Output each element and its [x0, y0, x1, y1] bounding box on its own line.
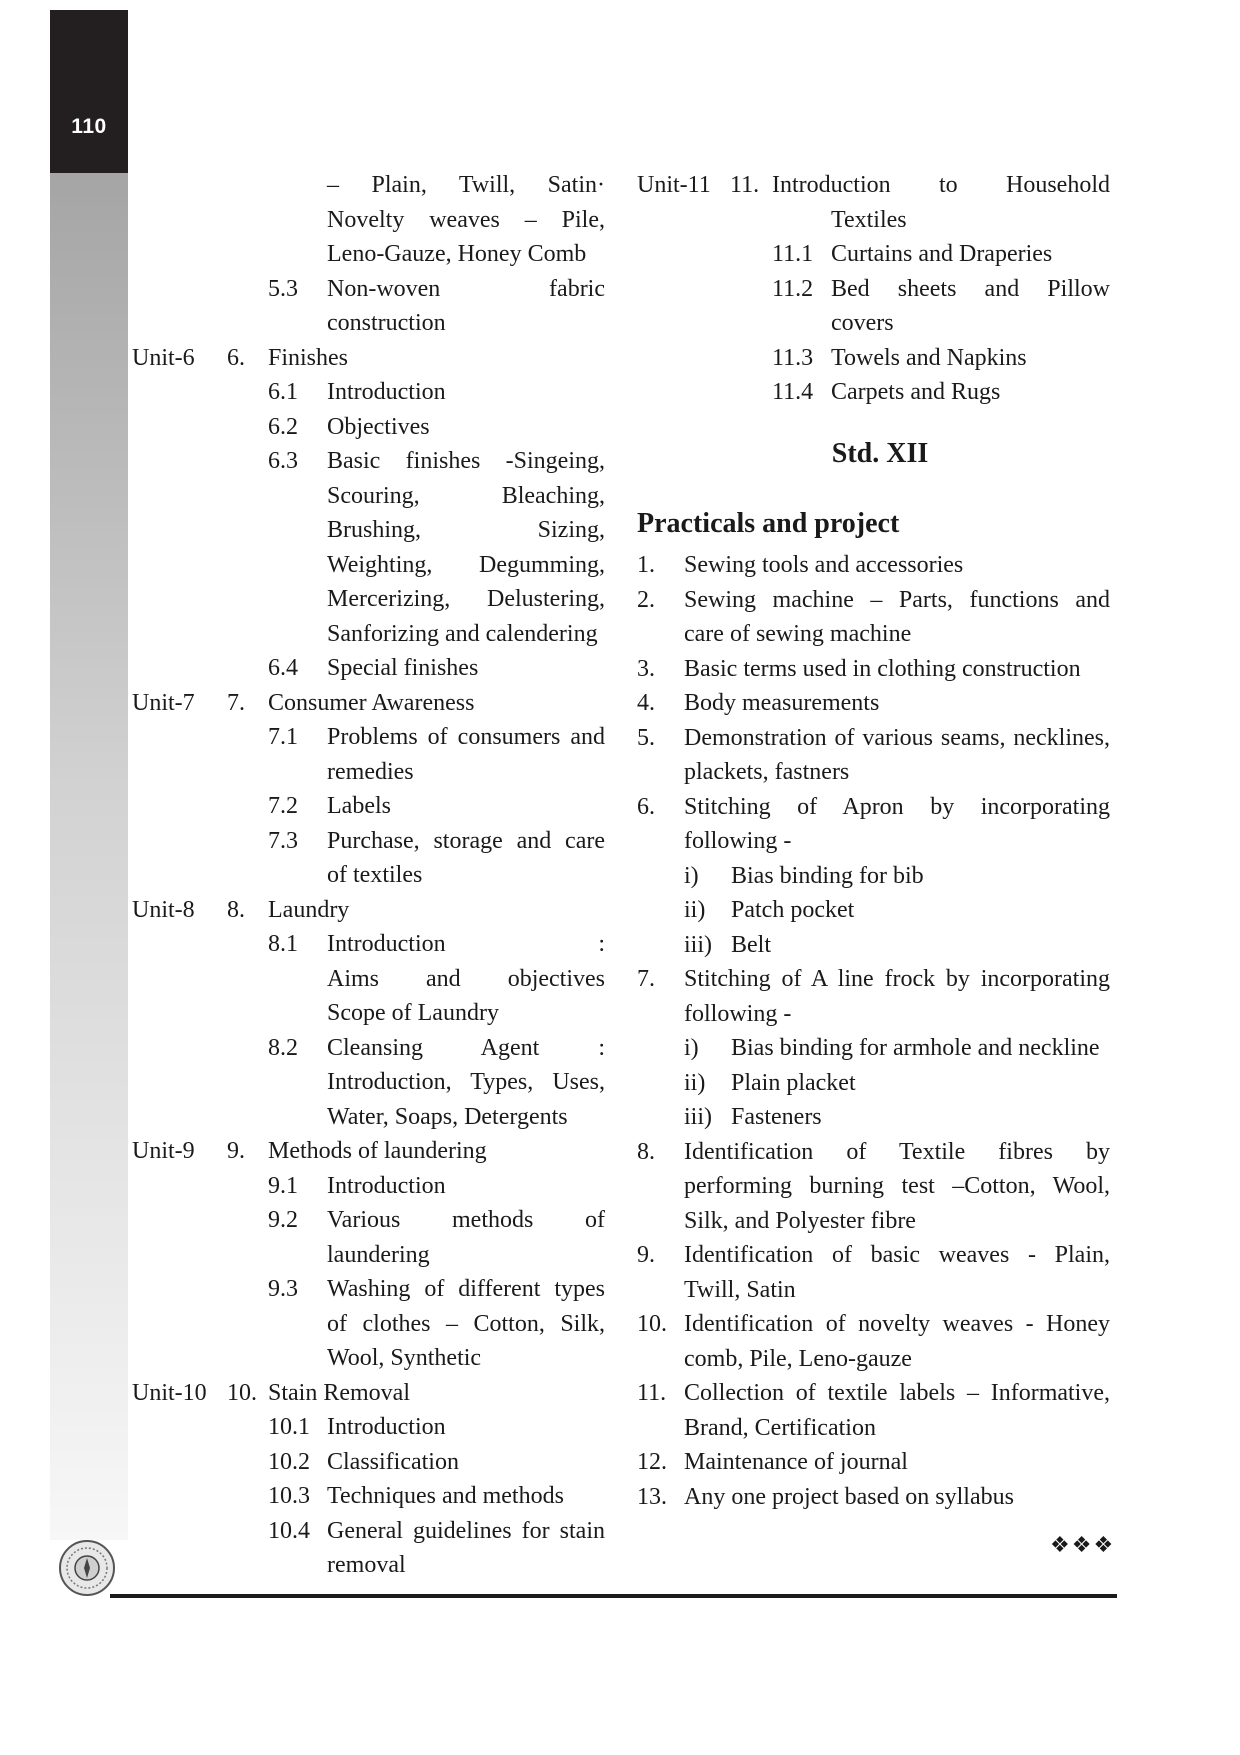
section-text: construction	[327, 310, 446, 336]
section-text: General guidelines for stain	[327, 1517, 605, 1544]
chapter-number: 9.	[227, 1138, 245, 1164]
end-ornament: ❖❖❖	[1050, 1533, 1116, 1558]
page-number-tab	[50, 10, 128, 173]
sub-item-marker: i)	[684, 1035, 699, 1061]
section-number: 10.3	[268, 1483, 310, 1509]
section-number: 9.3	[268, 1276, 298, 1302]
practical-number: 7.	[637, 966, 655, 992]
section-text: – Plain, Twill, Satin·	[327, 172, 605, 198]
emblem-logo-icon	[57, 1538, 117, 1598]
section-text: Scouring, Bleaching,	[327, 482, 605, 509]
section-text: Basic finishes -Singeing,	[327, 448, 605, 474]
practical-text: Silk, and Polyester fibre	[684, 1207, 916, 1234]
practical-text: care of sewing machine	[684, 621, 912, 647]
practical-text: Stitching of A line frock by incorporating	[684, 966, 1110, 992]
section-number: 7.2	[268, 793, 298, 819]
section-text: Introduction, Types, Uses,	[327, 1069, 605, 1095]
section-number: 5.3	[268, 275, 298, 302]
section-text: covers	[831, 310, 894, 336]
section-text: Sanforizing and calendering	[327, 620, 598, 647]
practical-text: Twill, Satin	[684, 1276, 796, 1303]
chapter-title: Introduction to Household	[772, 172, 1110, 198]
section-text: Problems of consumers and	[327, 724, 605, 750]
section-number: 8.2	[268, 1034, 298, 1061]
chapter-title: Stain Removal	[268, 1379, 410, 1406]
practical-text: following -	[684, 1000, 792, 1027]
sub-item-marker: ii)	[684, 1069, 706, 1096]
section-text: Curtains and Draperies	[831, 241, 1053, 267]
unit-label: Unit-8	[132, 896, 195, 923]
section-number: 11.1	[772, 241, 814, 267]
section-text: Washing of different types	[327, 1276, 605, 1302]
chapter-number: 8.	[227, 896, 245, 923]
practical-number: 6.	[637, 793, 655, 820]
section-text: Special finishes	[327, 655, 479, 681]
section-number: 10.4	[268, 1517, 310, 1544]
practical-text: Body measurements	[684, 690, 880, 716]
section-text: Non-woven fabric	[327, 275, 605, 302]
sub-item-marker: ii)	[684, 897, 706, 923]
unit-label: Unit-7	[132, 689, 195, 716]
section-text: Purchase, storage and care	[327, 827, 605, 854]
practical-text: performing burning test –Cotton, Wool,	[684, 1173, 1110, 1199]
section-number: 11.2	[772, 275, 814, 302]
section-number: 7.1	[268, 724, 298, 750]
section-text: Introduction	[327, 1414, 446, 1440]
section-text: removal	[327, 1552, 406, 1578]
sub-item-text: Patch pocket	[731, 897, 855, 923]
practical-text: Identification of Textile fibres by	[684, 1138, 1110, 1165]
sub-item-text: Bias binding for armhole and neckline	[731, 1035, 1100, 1061]
practical-number: 11.	[637, 1380, 667, 1406]
practical-number: 12.	[637, 1449, 667, 1475]
section-text: Cleansing Agent :	[327, 1034, 605, 1061]
section-text: Aims and objectives	[327, 965, 605, 992]
section-text: Novelty weaves – Pile,	[327, 206, 605, 233]
sub-item-marker: iii)	[684, 1104, 712, 1130]
std-xii-heading: Std. XII	[831, 438, 929, 469]
chapter-title: Methods of laundering	[268, 1138, 487, 1164]
section-text: Towels and Napkins	[831, 344, 1027, 371]
practical-text: plackets, fastners	[684, 759, 850, 785]
section-text: Various methods of	[327, 1207, 605, 1233]
sub-item-text: Bias binding for bib	[731, 862, 924, 889]
sub-item-text: Belt	[731, 931, 771, 958]
practical-text: Sewing tools and accessories	[684, 552, 964, 578]
section-number: 6.3	[268, 448, 298, 474]
section-number: 6.1	[268, 379, 298, 405]
section-number: 10.2	[268, 1448, 310, 1475]
section-text: Leno-Gauze, Honey Comb	[327, 241, 587, 267]
section-number: 11.4	[772, 379, 814, 405]
section-number: 6.4	[268, 655, 298, 681]
section-text: of clothes – Cotton, Silk,	[327, 1310, 605, 1337]
practical-text: Maintenance of journal	[684, 1449, 908, 1475]
unit-label: Unit-11	[637, 172, 711, 198]
practical-text: Identification of basic weaves - Plain,	[684, 1242, 1110, 1268]
section-text: remedies	[327, 758, 414, 785]
practical-number: 8.	[637, 1138, 655, 1165]
section-text: Brushing, Sizing,	[327, 517, 605, 543]
section-text: Labels	[327, 793, 391, 819]
section-number: 10.1	[268, 1414, 310, 1440]
section-text: Bed sheets and Pillow	[831, 275, 1110, 302]
practical-text: following -	[684, 828, 792, 854]
practical-text: Stitching of Apron by incorporating	[684, 793, 1110, 820]
practical-text: Any one project based on syllabus	[684, 1483, 1014, 1510]
practical-number: 2.	[637, 586, 655, 613]
sub-item-marker: iii)	[684, 931, 712, 958]
practical-text: Brand, Certification	[684, 1414, 876, 1441]
section-text: Textiles	[831, 206, 907, 233]
practical-number: 5.	[637, 724, 655, 751]
section-text: Weighting, Degumming,	[327, 551, 605, 578]
chapter-number: 11.	[730, 172, 760, 198]
section-number: 9.1	[268, 1172, 298, 1199]
page-number: 110	[71, 115, 107, 138]
section-number: 9.2	[268, 1207, 298, 1233]
unit-label: Unit-9	[132, 1138, 195, 1164]
practical-text: Identification of novelty weaves - Honey	[684, 1311, 1110, 1337]
unit-label: Unit-10	[132, 1379, 207, 1406]
unit-label: Unit-6	[132, 344, 195, 371]
section-text: Techniques and methods	[327, 1483, 564, 1509]
section-text: laundering	[327, 1241, 430, 1268]
side-gradient-band	[50, 173, 128, 1540]
section-text: Carpets and Rugs	[831, 379, 1001, 405]
section-text: Objectives	[327, 413, 430, 440]
practical-text: comb, Pile, Leno-gauze	[684, 1345, 912, 1372]
section-text: Water, Soaps, Detergents	[327, 1103, 568, 1130]
practicals-heading: Practicals and project	[637, 508, 900, 539]
practical-text: Sewing machine – Parts, functions and	[684, 586, 1110, 613]
practical-number: 4.	[637, 690, 655, 716]
practical-text: Demonstration of various seams, necklines,	[684, 724, 1110, 751]
practical-number: 9.	[637, 1242, 655, 1268]
sub-item-text: Fasteners	[731, 1104, 822, 1130]
chapter-number: 6.	[227, 344, 245, 371]
section-text: Introduction	[327, 379, 446, 405]
section-text: Introduction	[327, 1172, 446, 1199]
practical-number: 1.	[637, 552, 655, 578]
section-text: Classification	[327, 1448, 459, 1475]
chapter-title: Consumer Awareness	[268, 689, 475, 716]
section-text: Mercerizing, Delustering,	[327, 586, 605, 612]
chapter-title: Laundry	[268, 896, 350, 923]
section-number: 6.2	[268, 413, 298, 440]
chapter-number: 10.	[227, 1379, 257, 1406]
practical-number: 13.	[637, 1483, 667, 1510]
section-number: 7.3	[268, 827, 298, 854]
section-text: Introduction :	[327, 931, 605, 957]
sub-item-marker: i)	[684, 862, 699, 889]
section-text: of textiles	[327, 862, 423, 888]
section-number: 11.3	[772, 344, 814, 371]
section-text: Wool, Synthetic	[327, 1345, 482, 1371]
practical-text: Basic terms used in clothing construction	[684, 655, 1081, 682]
practical-text: Collection of textile labels – Informative,	[684, 1380, 1110, 1406]
bottom-rule	[110, 1594, 1117, 1598]
practical-number: 3.	[637, 655, 655, 682]
sub-item-text: Plain placket	[731, 1069, 856, 1096]
practical-number: 10.	[637, 1311, 667, 1337]
chapter-number: 7.	[227, 689, 245, 716]
section-text: Scope of Laundry	[327, 1000, 499, 1026]
chapter-title: Finishes	[268, 344, 349, 371]
section-number: 8.1	[268, 931, 298, 957]
